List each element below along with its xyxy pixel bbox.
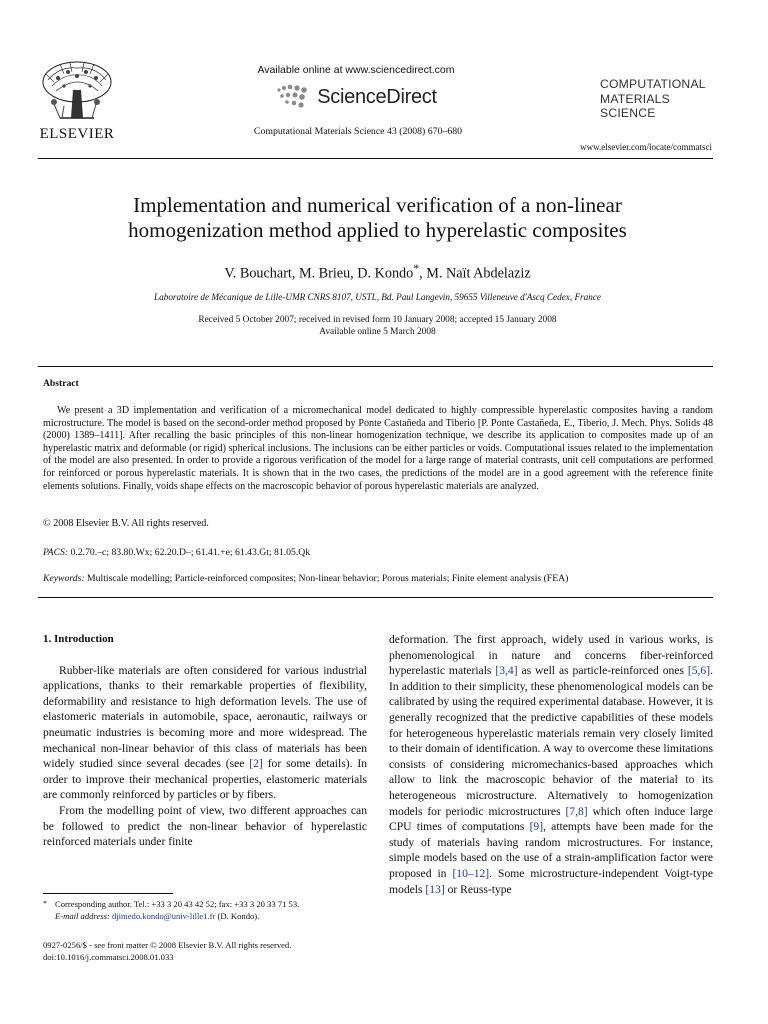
left-column: [43, 632, 367, 850]
keywords-values: Multiscale modelling; Particle-reinforced composites; Non-linear behavior; Porous materials; Finite element analysis (FEA): [87, 573, 569, 584]
paragraph-text: for some details). In order to improve their mechanical properties, elastomeric materials are commonly reinforced by particles or by fibers.: [43, 757, 367, 802]
front-matter-copyright: 0927-0256/$ - see front matter © 2008 Elsevier B.V. All rights reserved.: [43, 940, 292, 950]
paragraph-text: . Some microstructure-independent Voigt-type models: [389, 866, 713, 896]
available-online-text[interactable]: Available online at www.sciencedirect.com: [257, 64, 455, 76]
keywords-label: Keywords:: [43, 573, 85, 584]
sciencedirect-wordmark: ScienceDirect: [317, 85, 437, 108]
abstract-copyright: © 2008 Elsevier B.V. All rights reserved.: [43, 518, 209, 529]
journal-name: [600, 77, 706, 121]
authors-text: V. Bouchart, M. Brieu, D. Kondo: [224, 265, 414, 282]
pacs-line: [43, 547, 310, 558]
header-divider: [38, 158, 713, 159]
citation-link[interactable]: [13]: [425, 882, 445, 896]
email-label: E-mail address:: [55, 911, 110, 921]
abstract-bottom-divider: [38, 597, 713, 598]
available-date: Available online 5 March 2008: [319, 327, 436, 337]
title-line: homogenization method applied to hyperelastic composites: [128, 218, 627, 242]
journal-name-line: MATERIALS: [600, 91, 670, 106]
footnote-email-line: [43, 910, 373, 922]
paragraph-text: or Reuss-type: [444, 882, 512, 896]
intro-paragraph-continued: [389, 632, 713, 897]
author-list: [40, 261, 715, 283]
intro-paragraph: From the modelling point of view, two different approaches can be followed to predict the non-linear behavior of hyperelastic reinforced materials under finite: [43, 803, 367, 849]
paragraph-text: which often induce large CPU times of computations: [389, 804, 713, 834]
citation-link[interactable]: [9]: [529, 820, 544, 834]
citation-link[interactable]: [3,4]: [495, 664, 518, 678]
journal-reference: Computational Materials Science 43 (2008) 670–680: [253, 126, 463, 137]
article-dates: [40, 314, 715, 338]
pacs-values: 0.2.70.–c; 83.80.Wx; 62.20.D–; 61.41.+e; 61.43.Gt; 81.05.Qk: [70, 547, 311, 558]
received-dates: Received 5 October 2007; received in revised form 10 January 2008; accepted 15 January 2008: [198, 315, 557, 325]
affiliation: Laboratoire de Mécanique de Lille-UMR CNRS 8107, USTL, Bd. Paul Langevin, 59655 Villeneuve d'Ascq Cedex, France: [154, 292, 601, 302]
paragraph-text: . In addition to their simplicity, these phenomenological models can be calibrated by using the required experimental database. However, it is generally recognized that the predictive capabilities of these models for heterogeneous hyperelastic materials remain very closely limited to their domain of identification. A way to overcome these limitations consists of considering micromechanics-based approaches which allow to link the macroscopic behavior of the material to its heterogeneous microstructure. Alternatively to homogenization models for periodic microstructures: [389, 664, 713, 818]
email-link[interactable]: djimedo.kondo@univ-lille1.fr: [111, 911, 216, 921]
sciencedirect-dots-icon: [275, 84, 311, 110]
journal-url-link[interactable]: www.elsevier.com/locate/commatsci: [580, 142, 712, 152]
publisher-name: ELSEVIER: [39, 126, 115, 142]
journal-name-line: COMPUTATIONAL: [600, 77, 706, 91]
footnote-star: *: [43, 899, 47, 908]
journal-name-line: SCIENCE: [600, 106, 656, 120]
front-matter: [43, 939, 383, 963]
article-title: [40, 193, 715, 243]
abstract-heading: Abstract: [43, 378, 79, 389]
citation-link[interactable]: [5,6]: [687, 664, 711, 678]
footnote-line: [43, 898, 373, 910]
elsevier-tree-icon: [40, 60, 114, 126]
keywords-line: [43, 573, 568, 584]
paragraph-text: deformation. The first approach, widely used in various works, is phenomenological in nature and concerns fiber-reinforced hyperelastic materials: [389, 633, 713, 678]
corresponding-author-footnote: [43, 898, 373, 922]
section-heading: 1. Introduction: [43, 633, 114, 645]
intro-paragraph: [43, 663, 367, 803]
citation-link[interactable]: [7,8]: [565, 804, 588, 818]
paragraph-text: , attempts have been made for the study of materials having random microstructures. For instance, simple models based on the use of a strain-amplification factor were proposed in: [389, 820, 713, 880]
abstract-top-divider: [38, 366, 713, 367]
footnote-contact: Corresponding author. Tel.: +33 3 20 43 42 52; fax: +33 3 20 33 71 53.: [55, 899, 300, 909]
authors-text: , M. Naït Abdelaziz: [419, 265, 531, 282]
right-column: [389, 632, 713, 897]
abstract-text: We present a 3D implementation and verification of a micromechanical model dedicated to highly compressible hyperelastic composites having a random microstructure. The model is based on the second-order method proposed by Ponte Castañeda and Tiberio [P. Ponte Castañeda, E., Tiberio, J. Mech. Phys. Solids 48 (2000) 1389–1411]. After recalling the basic principles of this non-linear homogenization technique, we describe its application to composites made up of an hyperelastic matrix and deformable (or rigid) spherical inclusions. The inclusions can be either particles or voids. Computational issues related to the implementation of the model are also presented. In order to provide a rigorous verification of the model for a large range of material contrasts, unit cell computations are performed for reinforced or porous hyperelastic materials. It is shown that in the two cases, the predictions of the model are in a good agreement with the reference finite elements solutions. Finally, voids shape effects on the macroscopic behavior of porous hyperelastic materials are analyzed.: [43, 405, 713, 492]
email-suffix: (D. Kondo).: [215, 911, 260, 921]
paragraph-text: as well as particle-reinforced ones: [517, 664, 688, 678]
elsevier-logo: [38, 60, 116, 144]
citation-link[interactable]: [10–12]: [452, 866, 490, 880]
paragraph-text: Rubber-like materials are often considered for various industrial applications, thanks to their remarkable properties of flexibility, deformability and resistance to high deformation levels. The use of elastomeric materials in automobile, space, aeronautic, railways or pneumatic industries is becoming more and more widespread. The mechanical non-linear behavior of this class of materials has been widely studied since several decades (see: [43, 663, 367, 771]
footnote-rule: [43, 893, 173, 894]
corresponding-author-mark[interactable]: *: [413, 261, 420, 275]
pacs-label: PACS:: [43, 547, 69, 558]
citation-link[interactable]: [2]: [249, 757, 263, 771]
sciencedirect-block: [220, 64, 492, 110]
title-line: Implementation and numerical verification of a non-linear: [133, 193, 622, 217]
doi-text[interactable]: doi:10.1016/j.commatsci.2008.01.033: [43, 952, 174, 962]
sciencedirect-logo: [220, 84, 492, 110]
